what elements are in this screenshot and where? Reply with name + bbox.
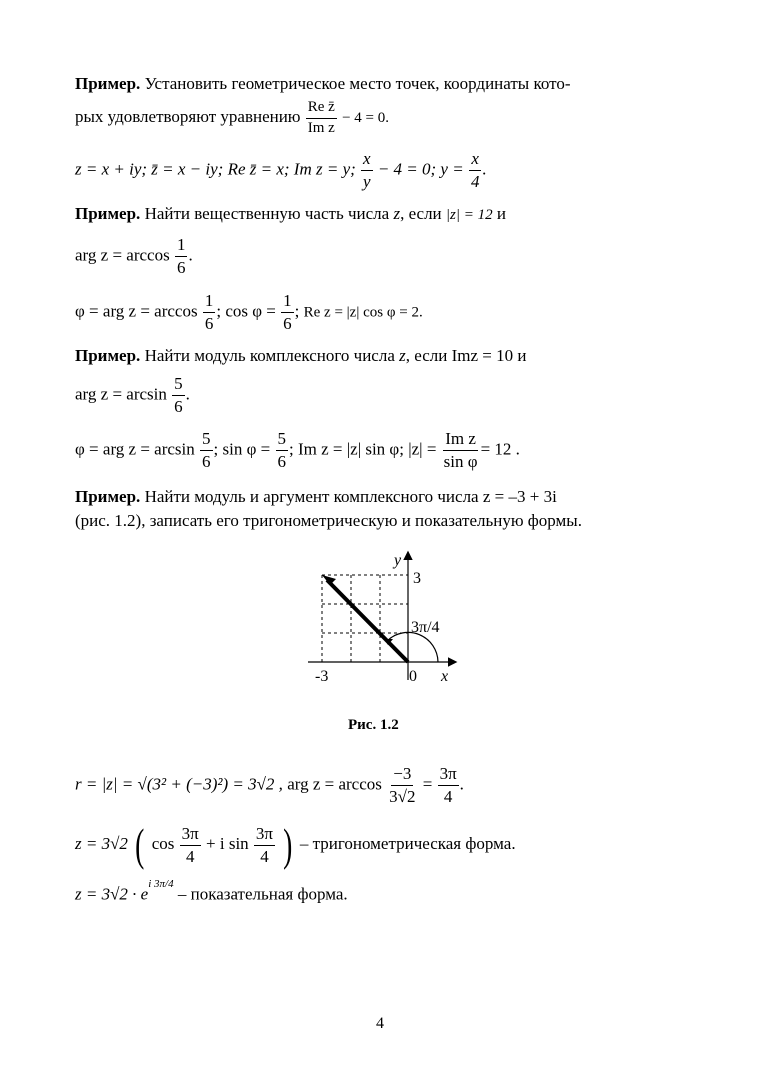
ex1-sol-frac1: $\frac{x}{y}$ <box>363 149 371 191</box>
ex1-fraction: $\frac{\text{Re z̄}}{\text{Im z}}$ <box>307 99 335 136</box>
ex3-line1 <box>75 347 526 364</box>
ex3-sol-frac2: $\frac{5}{6}$ <box>277 429 286 471</box>
ex1-solution: z = x + iy; z̄ = x − iy; Re z̄ = x; Im z = y; $\frac{x}{y}$ − 4 = 0; y = $\frac{x}{4}$ . <box>75 149 487 191</box>
ex2-cond: , если <box>400 204 442 223</box>
y-label: y <box>394 552 402 569</box>
ex2-solution <box>75 292 423 333</box>
ex2-and: и <box>496 204 506 223</box>
ex2-arg-frac: $\frac{1}{6}$ <box>176 235 186 277</box>
x-label: x <box>441 668 449 685</box>
ex1-label: Пример. <box>75 74 141 93</box>
ex4-label: Пример. <box>75 487 141 506</box>
ex1-sol-a: z = x + iy; z̄ = x − iy; Re z̄ = x; Im z = y; <box>75 159 356 179</box>
ex2-sol-frac2: $\frac{1}{6}$ <box>283 291 292 333</box>
ex2-sol1: φ = arg z = arccos <box>75 301 198 321</box>
sol-frac1: $\frac{-3}{3√2}$ <box>389 764 416 806</box>
ex2-sol3: ; <box>294 301 300 321</box>
ex2-sol4: Re z = |z| cos φ = 2. <box>303 304 423 321</box>
sol-eq: = <box>422 774 433 794</box>
ex4-line2 <box>75 512 582 529</box>
ex3-sol2: ; sin φ = <box>213 439 271 459</box>
ex3-sol-frac3: $\frac{\text{Im z}}{\text{sin φ}}$ <box>443 429 478 471</box>
exp-sup: i 3π/4 <box>148 878 174 890</box>
page-number: 4 <box>376 1015 384 1032</box>
tick-x: -3 <box>315 668 329 685</box>
ex3-arg-frac: $\frac{5}{6}$ <box>174 374 183 416</box>
ex4-text2: (рис. 1.2), записать его тригонометрическую и показательную формы. <box>75 511 582 530</box>
trig-frac1: $\frac{3\pi}{4}$ <box>181 823 199 866</box>
ex3-sol1: φ = arg z = arcsin <box>75 439 195 459</box>
left-paren: ( <box>135 819 145 870</box>
vector-z <box>327 580 408 662</box>
angle-label: 3π/4 <box>411 619 440 636</box>
ex3-res: = 12 . <box>480 439 520 459</box>
ex1-tail: − 4 = 0. <box>342 110 390 127</box>
ex2-text: Найти вещественную часть числа <box>144 204 390 223</box>
ex2-sol2: ; cos φ = <box>216 301 276 321</box>
ex2-sol-frac1: $\frac{1}{6}$ <box>204 291 214 333</box>
sol-dot: . <box>459 774 464 794</box>
ex3-arg: arg z = arcsin $\frac{5}{6}$ . <box>75 374 190 416</box>
ex3-arg-text: arg z = arcsin <box>75 384 167 404</box>
ex3-solution <box>75 430 520 471</box>
ex3-label: Пример. <box>75 346 141 365</box>
trig-frac2: $\frac{3\pi}{4}$ <box>255 823 274 866</box>
sol-frac2: $\frac{3\pi}{4}$ <box>439 764 457 806</box>
trig-label: – тригонометрическая форма. <box>299 833 516 853</box>
ex2-arg: arg z = arccos $\frac{1}{6}$ . <box>75 235 193 277</box>
ex1-sol-frac2: $\frac{x}{4}$ <box>470 149 480 191</box>
sol-trig <box>75 819 516 870</box>
sol-modulus <box>75 765 464 806</box>
ex2-line1 <box>75 205 506 223</box>
ex1-text1: Установить геометрическое место точек, координаты кото- <box>144 74 571 93</box>
ex3-cond: , если Imz = 10 и <box>405 346 527 365</box>
tick-y: 3 <box>413 570 421 587</box>
ex2-mod: |z| = 12 <box>445 207 493 223</box>
trig-cos: cos <box>151 833 175 853</box>
right-paren: ) <box>283 819 293 870</box>
origin-label: 0 <box>409 668 417 685</box>
ex1-line1 <box>75 75 571 92</box>
exp-label: – показательная форма. <box>177 884 348 904</box>
exp-pre: z = 3√2 · e <box>75 884 149 904</box>
ex3-sol-frac1: $\frac{5}{6}$ <box>202 429 211 471</box>
trig-plus: + i sin <box>206 833 249 853</box>
ex3-text: Найти модуль комплексного числа <box>144 346 395 365</box>
trig-pre: z = 3√2 <box>75 833 128 853</box>
ex4-text1: Найти модуль и аргумент комплексного числа z = –3 + 3i <box>144 487 557 506</box>
figure-caption: Рис. 1.2 <box>348 717 399 733</box>
ex1-text2: рых удовлетворяют уравнению <box>75 107 301 127</box>
ex2-var: z <box>393 204 401 223</box>
ex1-line2 <box>75 100 389 137</box>
sol-r: r = |z| = √(3² + (−3)²) = 3√2 , <box>75 774 283 794</box>
ex4-line1 <box>75 488 557 505</box>
ex3-var: z <box>399 346 406 365</box>
vector-arrowhead <box>322 575 336 585</box>
ex2-arg-text: arg z = arccos <box>75 245 170 265</box>
sol-arg: arg z = arccos <box>287 774 382 794</box>
ex1-sol-mid: − 4 = 0; y = <box>377 159 464 179</box>
ex3-sol3: ; Im z = |z| sin φ; |z| = <box>289 439 437 459</box>
figure-complex-plane <box>300 545 470 695</box>
ex2-label: Пример. <box>75 204 141 223</box>
